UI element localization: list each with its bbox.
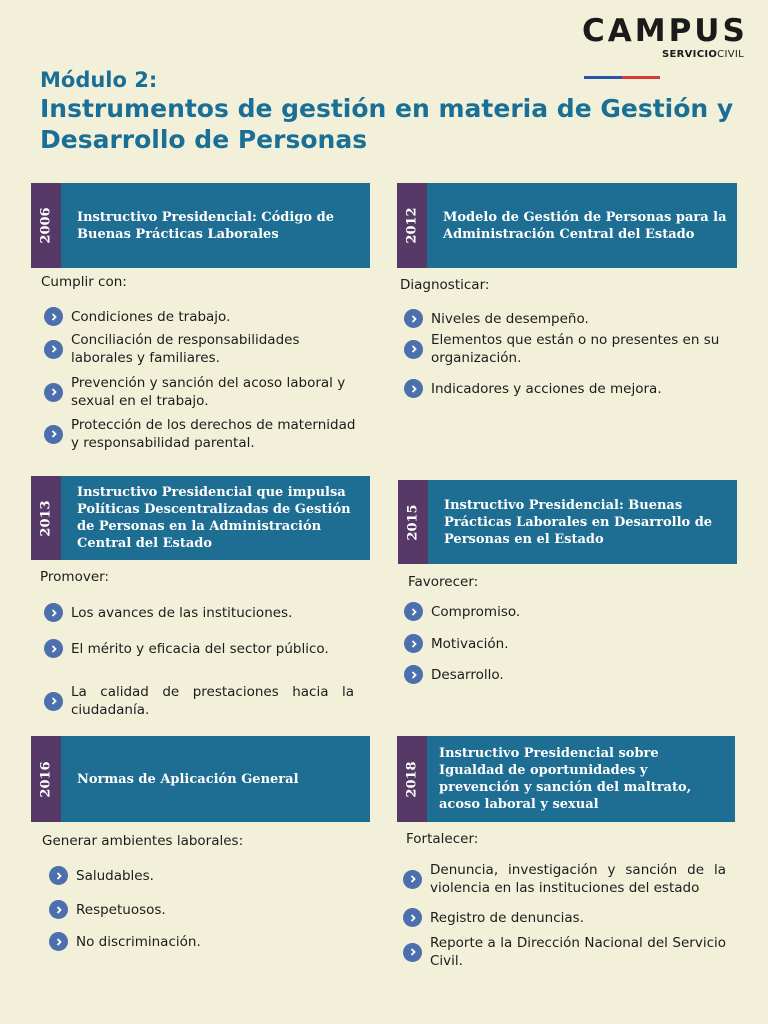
card-intro: Favorecer:	[408, 574, 479, 590]
list-item-text: Desarrollo.	[431, 666, 504, 683]
list-item-text: El mérito y eficacia del sector público.	[71, 640, 329, 657]
year-tab	[31, 476, 61, 560]
list-item	[49, 932, 359, 951]
list-item	[404, 665, 734, 684]
logo-subtitle	[662, 49, 744, 60]
campus-logo	[582, 13, 748, 64]
list-item	[49, 900, 359, 919]
card-title: Instructivo Presidencial que impulsa Políticas Descentralizadas de Gestión de Personas en la Administración Central del Estado	[77, 485, 351, 551]
card-header-2016	[31, 736, 370, 822]
list-item	[404, 331, 734, 367]
list-item-text: Motivación.	[431, 635, 509, 652]
list-item-text: Niveles de desempeño.	[431, 310, 589, 327]
chevron-right-icon	[404, 340, 423, 359]
card-header-2012	[397, 183, 737, 268]
chevron-right-icon	[44, 340, 63, 359]
card-title: Instructivo Presidencial: Buenas Prácticas Laborales en Desarrollo de Personas en el Estado	[444, 497, 713, 547]
list-item	[44, 603, 354, 622]
list-item	[404, 602, 734, 621]
chevron-right-icon	[404, 379, 423, 398]
card-title: Instructivo Presidencial sobre Igualdad de oportunidades y prevención y sanción del maltrato, acoso laboral y sexual	[439, 746, 692, 812]
card-title: Instructivo Presidencial: Código de Buenas Prácticas Laborales	[77, 209, 334, 242]
chevron-right-icon	[44, 425, 63, 444]
year-label: 2018	[404, 760, 420, 798]
list-item-text: Elementos que están o no presentes en su organización.	[431, 332, 720, 366]
list-item-text: Compromiso.	[431, 603, 521, 620]
year-label: 2016	[38, 760, 54, 798]
card-title: Normas de Aplicación General	[77, 771, 299, 787]
card-intro: Diagnosticar:	[400, 277, 490, 293]
year-label: 2006	[38, 207, 54, 244]
chevron-right-icon	[403, 908, 422, 927]
chevron-right-icon	[403, 943, 422, 962]
list-item	[49, 866, 359, 885]
chevron-right-icon	[49, 900, 68, 919]
chevron-right-icon	[403, 870, 422, 889]
list-item	[44, 331, 360, 367]
list-item	[404, 379, 734, 398]
list-item	[403, 861, 733, 897]
year-label: 2013	[38, 499, 54, 537]
card-header-2018	[397, 736, 735, 822]
card-header-2013	[31, 476, 370, 560]
chevron-right-icon	[44, 383, 63, 402]
chevron-right-icon	[49, 866, 68, 885]
list-item	[403, 934, 733, 970]
chevron-right-icon	[44, 603, 63, 622]
module-label: Módulo 2:	[40, 68, 158, 92]
list-item-text: Los avances de las instituciones.	[71, 604, 293, 621]
year-label: 2012	[404, 207, 420, 244]
year-tab	[31, 183, 61, 268]
list-item-text: Protección de los derechos de maternidad y responsabilidad parental.	[71, 417, 356, 451]
year-tab	[31, 736, 61, 822]
list-item-text: Condiciones de trabajo.	[71, 308, 231, 325]
page-title: Instrumentos de gestión en materia de Gestión y Desarrollo de Personas	[40, 94, 734, 154]
list-item	[44, 416, 360, 452]
chevron-right-icon	[404, 602, 423, 621]
card-intro: Promover:	[40, 569, 109, 585]
logo-color-bar	[584, 64, 660, 67]
list-item-text: Denuncia, investigación y sanción de la violencia en las instituciones del estado	[430, 862, 726, 896]
list-item-text: Respetuosos.	[76, 901, 166, 918]
list-item-text: Saludables.	[76, 867, 154, 884]
chevron-right-icon	[44, 307, 63, 326]
list-item-text: Prevención y sanción del acoso laboral y sexual en el trabajo.	[71, 375, 346, 409]
chevron-right-icon	[49, 932, 68, 951]
list-item	[44, 374, 360, 410]
year-tab	[398, 480, 428, 564]
list-item-text: Conciliación de responsabilidades laborales y familiares.	[71, 332, 300, 366]
year-label: 2015	[405, 503, 421, 541]
list-item	[404, 309, 734, 328]
list-item-text: Registro de denuncias.	[430, 909, 585, 926]
logo-sub-bold: SERVICIO	[662, 49, 718, 60]
list-item-text: Indicadores y acciones de mejora.	[431, 380, 662, 397]
chevron-right-icon	[44, 639, 63, 658]
card-header-2006	[31, 183, 370, 268]
year-tab	[397, 183, 427, 268]
logo-wordmark: CAMPUS	[582, 13, 748, 49]
list-item	[404, 634, 734, 653]
card-intro: Generar ambientes laborales:	[42, 833, 244, 849]
list-item	[44, 683, 354, 719]
card-intro: Cumplir con:	[41, 274, 127, 290]
chevron-right-icon	[404, 665, 423, 684]
list-item	[44, 307, 360, 326]
card-title: Modelo de Gestión de Personas para la Administración Central del Estado	[443, 209, 727, 242]
chevron-right-icon	[44, 692, 63, 711]
card-intro: Fortalecer:	[406, 831, 479, 847]
chevron-right-icon	[404, 309, 423, 328]
card-header-2015	[398, 480, 737, 564]
list-item	[403, 908, 733, 927]
logo-sub-thin: CIVIL	[717, 49, 744, 60]
chevron-right-icon	[404, 634, 423, 653]
list-item	[44, 639, 354, 658]
list-item-text: No discriminación.	[76, 933, 201, 950]
list-item-text: La calidad de prestaciones hacia la ciudadanía.	[71, 684, 354, 718]
list-item-text: Reporte a la Dirección Nacional del Servicio Civil.	[430, 935, 726, 969]
year-tab	[397, 736, 427, 822]
